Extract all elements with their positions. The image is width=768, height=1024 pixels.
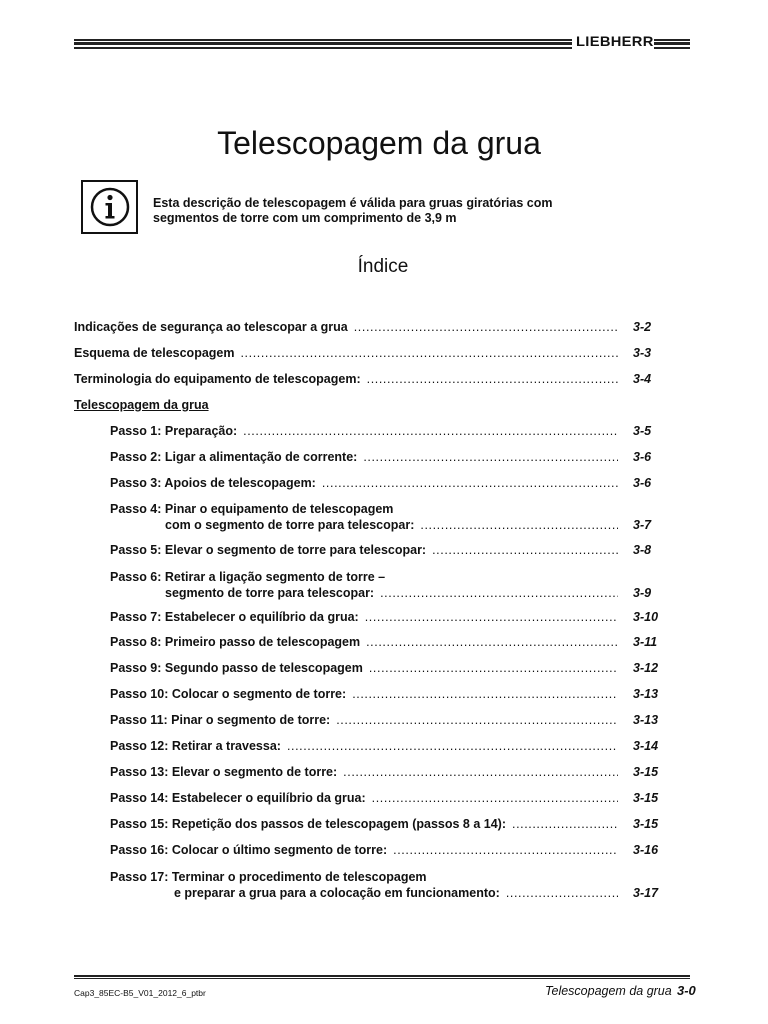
toc-entry[interactable] bbox=[0, 791, 768, 807]
toc-leader-dots bbox=[506, 886, 618, 900]
toc-entry[interactable] bbox=[0, 570, 768, 602]
toc-entry-title: Passo 8: Primeiro passo de telescopagem bbox=[110, 635, 361, 649]
toc-entry[interactable] bbox=[0, 739, 768, 755]
toc-entry-title: Passo 15: Repetição dos passos de telescopagem (passos 8 a 14): bbox=[110, 817, 506, 831]
footer-rule-thin bbox=[74, 978, 690, 979]
toc-entry[interactable] bbox=[0, 610, 768, 626]
toc-entry-title: Passo 3: Apoios de telescopagem: bbox=[110, 476, 316, 490]
toc-leader-dots bbox=[369, 661, 618, 675]
toc-entry-title: Esquema de telescopagem bbox=[74, 346, 235, 360]
toc-entry[interactable] bbox=[0, 450, 768, 466]
toc-leader-dots bbox=[365, 610, 618, 624]
toc-page-number: 3-5 bbox=[633, 424, 652, 438]
toc-page-number: 3-6 bbox=[633, 476, 652, 490]
toc-entry[interactable] bbox=[0, 817, 768, 833]
toc-entry-title: Passo 1: Preparação: bbox=[110, 424, 238, 438]
toc-leader-dots bbox=[287, 739, 618, 753]
toc-page-number: 3-17 bbox=[633, 886, 659, 900]
toc-entry-title: Indicações de segurança ao telescopar a grua bbox=[74, 320, 348, 334]
toc-leader-dots bbox=[240, 346, 618, 360]
toc-entry[interactable] bbox=[0, 543, 768, 559]
toc-entry-title: Passo 17: Terminar o procedimento de telescopagem bbox=[110, 870, 427, 884]
page-title: Telescopagem da grua bbox=[217, 125, 541, 161]
toc-page-number: 3-11 bbox=[633, 635, 658, 649]
toc-entry[interactable] bbox=[0, 687, 768, 703]
toc-entry-title: Passo 12: Retirar a travessa: bbox=[110, 739, 281, 753]
footer-document-code: Cap3_85EC-B5_V01_2012_6_ptbr bbox=[74, 988, 206, 998]
toc-entry-title-continued: segmento de torre para telescopar: bbox=[165, 586, 375, 600]
toc-leader-dots bbox=[352, 687, 618, 701]
toc-page-number: 3-2 bbox=[633, 320, 652, 334]
toc-page-number: 3-9 bbox=[633, 586, 652, 600]
toc-page-number: 3-3 bbox=[633, 346, 652, 360]
toc-page-number: 3-15 bbox=[633, 765, 659, 779]
footer-title: Telescopagem da grua bbox=[545, 984, 672, 998]
toc-leader-dots bbox=[512, 817, 618, 831]
toc-entry-title: Terminologia do equipamento de telescopagem: bbox=[74, 372, 361, 386]
toc-entry[interactable] bbox=[0, 502, 768, 534]
toc-entry-title: Passo 5: Elevar o segmento de torre para telescopar: bbox=[110, 543, 427, 557]
index-heading: Índice bbox=[357, 256, 409, 277]
toc-entry[interactable] bbox=[0, 372, 768, 388]
toc-entry-title: Passo 13: Elevar o segmento de torre: bbox=[110, 765, 338, 779]
toc-leader-dots bbox=[366, 635, 618, 649]
toc-page-number: 3-13 bbox=[633, 713, 659, 727]
notice-line-2: segmentos de torre com um comprimento de 3,9 m bbox=[153, 210, 457, 225]
toc-leader-dots bbox=[372, 791, 618, 805]
toc-page-number: 3-15 bbox=[633, 817, 659, 831]
toc-page-number: 3-6 bbox=[633, 450, 652, 464]
toc-entry[interactable] bbox=[0, 870, 768, 902]
toc-leader-dots bbox=[336, 713, 618, 727]
toc-leader-dots bbox=[322, 476, 618, 490]
toc-entry-title: Passo 2: Ligar a alimentação de corrente: bbox=[110, 450, 358, 464]
toc-entry[interactable] bbox=[0, 320, 768, 336]
toc-entry-title: Passo 11: Pinar o segmento de torre: bbox=[110, 713, 331, 727]
toc-page-number: 3-13 bbox=[633, 687, 659, 701]
toc-leader-dots bbox=[420, 518, 618, 532]
toc-entry[interactable] bbox=[0, 635, 768, 651]
toc-leader-dots bbox=[243, 424, 618, 438]
toc-entry[interactable] bbox=[0, 713, 768, 729]
toc-entry[interactable] bbox=[0, 765, 768, 781]
toc-page-number: 3-16 bbox=[633, 843, 659, 857]
toc-entry-title: Passo 16: Colocar o último segmento de torre: bbox=[110, 843, 388, 857]
toc-entry-title: Telescopagem da grua bbox=[74, 398, 209, 412]
toc-page-number: 3-12 bbox=[633, 661, 659, 675]
notice-line-1: Esta descrição de telescopagem é válida para gruas giratórias com bbox=[153, 196, 553, 210]
toc-entry-title-continued: e preparar a grua para a colocação em funcionamento: bbox=[174, 886, 500, 900]
toc-entry[interactable] bbox=[0, 661, 768, 677]
toc-entry[interactable] bbox=[0, 843, 768, 859]
toc-section-heading[interactable] bbox=[0, 398, 768, 414]
toc-page-number: 3-8 bbox=[633, 543, 652, 557]
toc-page-number: 3-14 bbox=[633, 739, 659, 753]
toc-entry-title: Passo 10: Colocar o segmento de torre: bbox=[110, 687, 347, 701]
toc-entry[interactable] bbox=[0, 476, 768, 492]
toc-entry-title: Passo 6: Retirar a ligação segmento de torre – bbox=[110, 570, 386, 584]
toc-leader-dots bbox=[343, 765, 618, 779]
toc-page-number: 3-7 bbox=[633, 518, 652, 532]
toc-leader-dots bbox=[432, 543, 618, 557]
brand-logo: LIEBHERR bbox=[576, 33, 654, 49]
toc-entry-title: Passo 9: Segundo passo de telescopagem bbox=[110, 661, 363, 675]
toc-page-number: 3-4 bbox=[633, 372, 652, 386]
toc-leader-dots bbox=[367, 372, 618, 386]
toc-entry-title: Passo 7: Estabelecer o equilíbrio da grua: bbox=[110, 610, 359, 624]
toc-leader-dots bbox=[363, 450, 618, 464]
footer-page-number: 3-0 bbox=[677, 983, 696, 998]
toc-entry[interactable] bbox=[0, 424, 768, 440]
footer-rule bbox=[74, 975, 690, 977]
toc-leader-dots bbox=[393, 843, 618, 857]
toc-leader-dots bbox=[380, 586, 618, 600]
toc-leader-dots bbox=[354, 320, 618, 334]
toc-page-number: 3-10 bbox=[633, 610, 659, 624]
toc-entry-title-continued: com o segmento de torre para telescopar: bbox=[165, 518, 415, 532]
toc-entry[interactable] bbox=[0, 346, 768, 362]
toc-entry-title: Passo 4: Pinar o equipamento de telescopagem bbox=[110, 502, 394, 516]
toc-entry-title: Passo 14: Estabelecer o equilíbrio da grua: bbox=[110, 791, 366, 805]
toc-page-number: 3-15 bbox=[633, 791, 659, 805]
